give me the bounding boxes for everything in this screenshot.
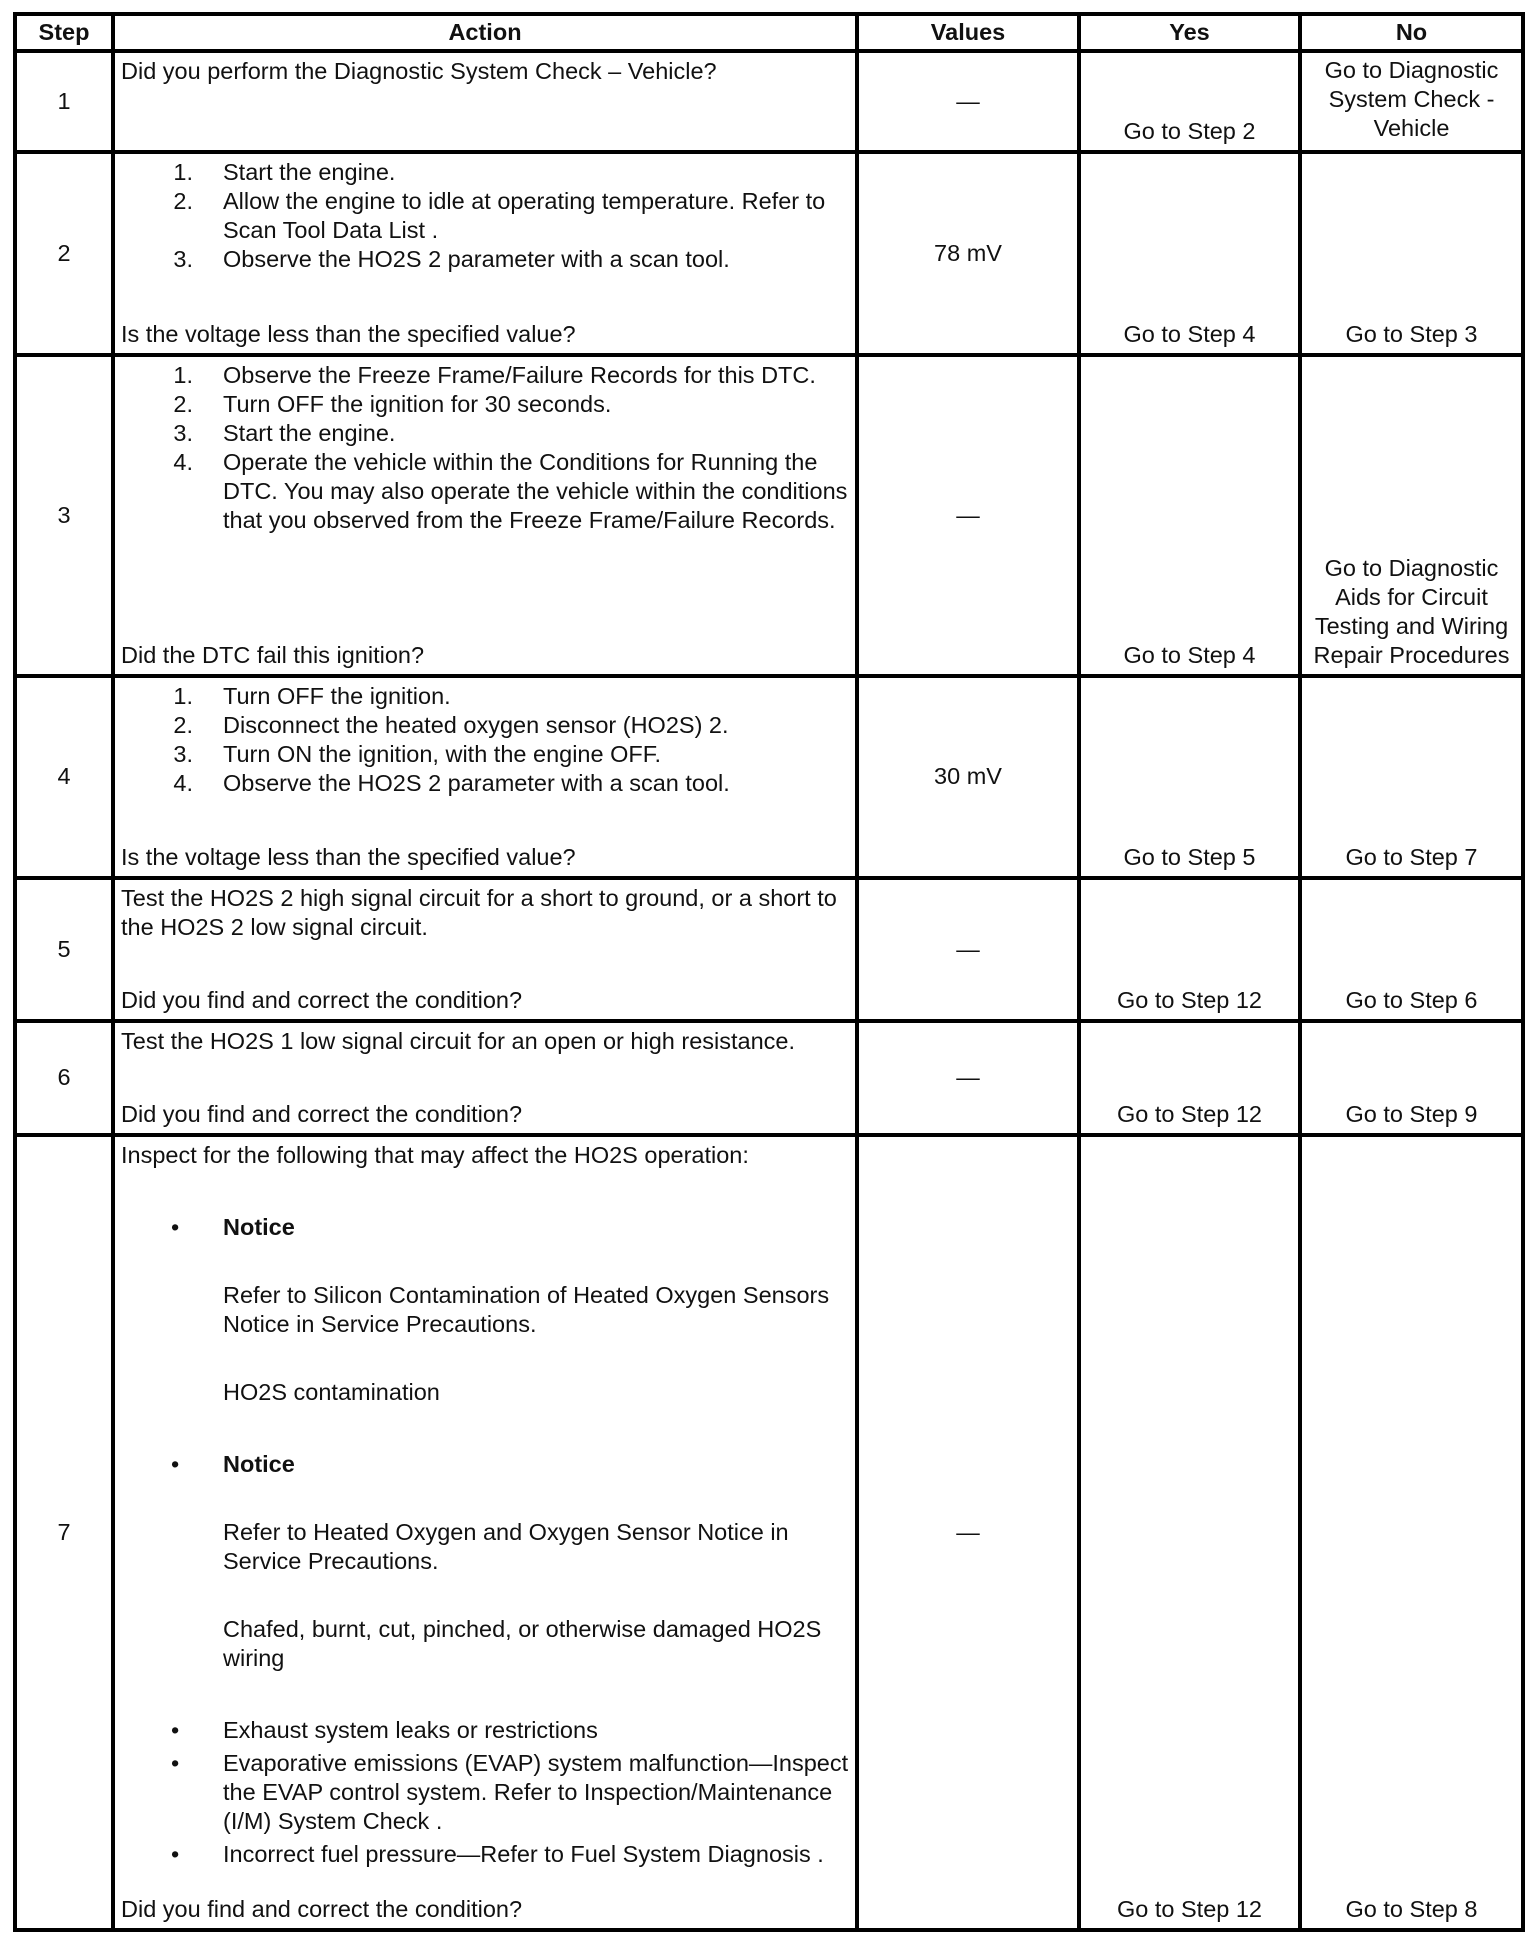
- table-row: [15, 878, 1523, 1021]
- bullet-icon: •: [171, 1716, 180, 1743]
- list-item: 2. Allow the engine to idle at operating temperature. Refer to Scan Tool Data List .: [173, 188, 826, 244]
- action-cell: [113, 878, 857, 1021]
- list-item: 4. Operate the vehicle within the Conditions for Running the DTC. You may also operate the vehicle within the conditions that you observed from the Freeze Frame/Failure Records.: [173, 449, 848, 534]
- notice-item: HO2S contamination: [223, 1378, 440, 1405]
- list-item: 4. Observe the HO2S 2 parameter with a scan tool.: [173, 769, 730, 796]
- table-row: [15, 1135, 1523, 1930]
- yes-link[interactable]: Go to Step 12: [1079, 1021, 1300, 1135]
- step-number: 3: [15, 355, 113, 676]
- question-text: Did you find and correct the condition?: [121, 1100, 523, 1127]
- list-item: 1. Turn OFF the ignition.: [173, 682, 451, 709]
- step-number: 6: [15, 1021, 113, 1135]
- bullet-list: [121, 1716, 849, 1869]
- table-row: [15, 355, 1523, 676]
- header-yes: Yes: [1079, 14, 1300, 51]
- list-item: 3. Observe the HO2S 2 parameter with a scan tool.: [173, 246, 730, 273]
- list-item: • Evaporative emissions (EVAP) system malfunction—Inspect the EVAP control system. Refer to Inspection/Maintenance (I/M) System Check .: [121, 1749, 849, 1836]
- table-row: [15, 1021, 1523, 1135]
- no-link[interactable]: Go to Step 7: [1300, 676, 1523, 879]
- no-link[interactable]: Go to Diagnostic Aids for Circuit Testing and Wiring Repair Procedures: [1300, 355, 1523, 676]
- yes-link[interactable]: Go to Step 4: [1079, 355, 1300, 676]
- list-item: 3. Start the engine.: [173, 420, 396, 447]
- action-text: Test the HO2S 2 high signal circuit for a short to ground, or a short to the HO2S 2 low signal circuit.: [121, 885, 837, 941]
- action-text: Did you perform the Diagnostic System Check – Vehicle?: [121, 58, 717, 84]
- bullet-icon: •: [171, 1213, 180, 1240]
- list-item: 2. Turn OFF the ignition for 30 seconds.: [173, 391, 612, 418]
- step-number: 7: [15, 1135, 113, 1930]
- value-cell: —: [857, 1135, 1079, 1930]
- yes-link[interactable]: Go to Step 2: [1079, 51, 1300, 152]
- yes-link[interactable]: Go to Step 12: [1079, 1135, 1300, 1930]
- value-cell: 30 mV: [857, 676, 1079, 879]
- value-cell: —: [857, 51, 1079, 152]
- no-link[interactable]: Go to Step 8: [1300, 1135, 1523, 1930]
- value-cell: —: [857, 878, 1079, 1021]
- list-item: 3. Turn ON the ignition, with the engine OFF.: [173, 740, 662, 767]
- action-text: Inspect for the following that may affect the HO2S operation:: [121, 1141, 749, 1168]
- bullet-icon: •: [171, 1749, 180, 1776]
- step-number: 5: [15, 878, 113, 1021]
- question-text: Did you find and correct the condition?: [121, 986, 523, 1013]
- question-text: Is the voltage less than the specified value?: [121, 844, 576, 871]
- header-no: No: [1300, 14, 1523, 51]
- step-number: 1: [15, 51, 113, 152]
- action-cell: [113, 676, 857, 879]
- bullet-icon: •: [171, 1840, 180, 1867]
- table-row: [15, 152, 1523, 355]
- action-cell: [113, 1021, 857, 1135]
- header-values: Values: [857, 14, 1079, 51]
- no-link[interactable]: Go to Step 6: [1300, 878, 1523, 1021]
- header-action: Action: [113, 14, 857, 51]
- question-text: Did you find and correct the condition?: [121, 1896, 523, 1922]
- question-text: Did the DTC fail this ignition?: [121, 641, 425, 668]
- list-item: 2. Disconnect the heated oxygen sensor (HO2S) 2.: [173, 711, 729, 738]
- yes-link[interactable]: Go to Step 5: [1079, 676, 1300, 879]
- list-item: • Incorrect fuel pressure—Refer to Fuel System Diagnosis .: [121, 1840, 849, 1869]
- action-steps: [121, 361, 849, 535]
- no-link[interactable]: Go to Step 3: [1300, 152, 1523, 355]
- question-text: Is the voltage less than the specified value?: [121, 321, 576, 348]
- list-item: 1. Observe the Freeze Frame/Failure Records for this DTC.: [173, 362, 816, 389]
- list-item: [121, 1213, 849, 1407]
- header-row: [15, 14, 1523, 51]
- notice-label: Notice: [223, 1450, 295, 1477]
- notice-item: Chafed, burnt, cut, pinched, or otherwise damaged HO2S wiring: [223, 1615, 822, 1671]
- yes-link[interactable]: Go to Step 12: [1079, 878, 1300, 1021]
- no-link[interactable]: Go to Diagnostic System Check - Vehicle: [1300, 51, 1523, 152]
- step-number: 4: [15, 676, 113, 879]
- action-cell: [113, 152, 857, 355]
- action-steps: [121, 682, 849, 798]
- list-item: 1. Start the engine.: [173, 159, 396, 186]
- yes-link[interactable]: Go to Step 4: [1079, 152, 1300, 355]
- notice-list: [121, 1213, 849, 1673]
- value-cell: 78 mV: [857, 152, 1079, 355]
- value-cell: —: [857, 1021, 1079, 1135]
- no-link[interactable]: Go to Step 9: [1300, 1021, 1523, 1135]
- action-cell: [113, 51, 857, 152]
- diagnostic-table: [13, 12, 1525, 1932]
- notice-text: Refer to Heated Oxygen and Oxygen Sensor Notice in Service Precautions.: [223, 1518, 789, 1574]
- action-steps: [121, 158, 849, 274]
- notice-label: Notice: [223, 1213, 295, 1240]
- action-cell: [113, 355, 857, 676]
- list-item: • Exhaust system leaks or restrictions: [121, 1716, 849, 1745]
- notice-text: Refer to Silicon Contamination of Heated Oxygen Sensors Notice in Service Precautions.: [223, 1281, 830, 1337]
- header-step: Step: [15, 14, 113, 51]
- list-item: [121, 1450, 849, 1673]
- table-row: [15, 51, 1523, 152]
- action-cell: [113, 1135, 857, 1930]
- action-text: Test the HO2S 1 low signal circuit for an open or high resistance.: [121, 1027, 796, 1054]
- table-row: [15, 676, 1523, 879]
- step-number: 2: [15, 152, 113, 355]
- bullet-icon: •: [171, 1450, 180, 1477]
- value-cell: —: [857, 355, 1079, 676]
